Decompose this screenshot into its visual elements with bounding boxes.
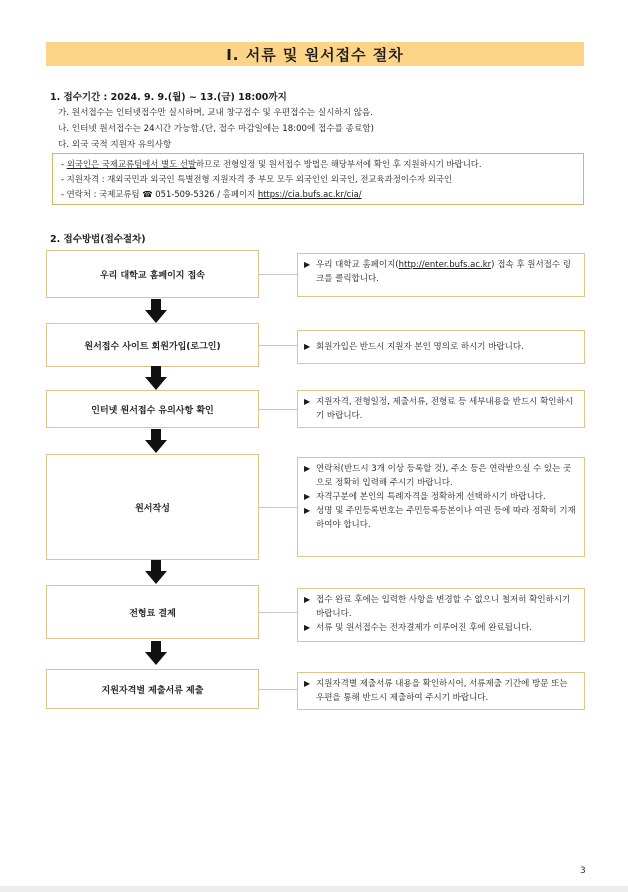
step-homepage-access: 우리 대학교 홈페이지 접속: [46, 250, 259, 298]
step-notice-check-desc: ▶ 지원자격, 전형일정, 제출서류, 전형료 등 세부내용을 반드시 확인하시기 바랍니다.: [297, 390, 585, 428]
connector-line: [259, 345, 297, 346]
bullet-triangle-icon: ▶: [304, 623, 311, 632]
connector-line: [259, 274, 297, 275]
step-notice-check: 인터넷 원서접수 유의사항 확인: [46, 390, 259, 428]
application-period-heading: 1. 접수기간 : 2024. 9. 9.(월) ~ 13.(금) 18:00까지: [50, 92, 287, 103]
connector-line: [259, 689, 297, 690]
bullet-triangle-icon: ▶: [304, 260, 311, 269]
foreign-applicant-notice: [52, 153, 584, 205]
bullet-triangle-icon: ▶: [304, 506, 311, 515]
bullet-triangle-icon: ▶: [304, 492, 311, 501]
step-fee-payment: 전형료 결제: [46, 585, 259, 639]
bullet-triangle-icon: ▶: [304, 342, 311, 351]
down-arrow-icon: [145, 641, 167, 665]
step-document-submission: 지원자격별 제출서류 제출: [46, 669, 259, 709]
down-arrow-icon: [145, 560, 167, 584]
step-document-submission-desc: ▶ 지원자격별 제출서류 내용을 확인하시어, 서류제출 기간에 방문 또는 우편을 통해 반드시 제출하여 주시기 바랍니다.: [297, 672, 585, 710]
cia-homepage-link[interactable]: https://cia.bufs.ac.kr/cia/: [257, 189, 362, 199]
connector-line: [259, 409, 297, 410]
down-arrow-icon: [145, 299, 167, 323]
page-bottom-divider: [0, 886, 628, 892]
step-signup-login-desc: ▶ 회원가입은 반드시 지원자 본인 명의로 하시기 바랍니다.: [297, 330, 585, 364]
bullet-triangle-icon: ▶: [304, 397, 311, 406]
bullet-triangle-icon: ▶: [304, 464, 311, 473]
connector-line: [259, 507, 297, 508]
enter-bufs-link[interactable]: http://enter.bufs.ac.kr: [398, 260, 492, 270]
step-signup-login: 원서접수 사이트 회원가입(로그인): [46, 323, 259, 367]
application-method-heading: 2. 접수방법(접수절차): [50, 234, 146, 245]
bullet-triangle-icon: ▶: [304, 679, 311, 688]
step-application-form: 원서작성: [46, 454, 259, 560]
guideline-line-2: 나. 인터넷 원서접수는 24시간 가능함.(단, 접수 마감일에는 18:00에 접수를 종료함): [58, 124, 374, 134]
notice-line-2: - 지원자격 : 재외국민과 외국인 특별전형 지원자격 중 부모 모두 외국인인 외국인, 전교육과정이수자 외국인: [61, 174, 452, 184]
page-title: Ⅰ. 서류 및 원서접수 절차: [46, 42, 584, 66]
step-fee-payment-desc: ▶ 접수 완료 후에는 입력한 사항을 변경할 수 없으니 철저히 확인하시기 바랍니다. ▶ 서류 및 원서접수는 전자결제가 이루어진 후에 완료됩니다.: [297, 588, 585, 642]
guideline-line-3: 다. 외국 국적 지원자 유의사항: [58, 140, 172, 150]
bullet-triangle-icon: ▶: [304, 595, 311, 604]
down-arrow-icon: [145, 366, 167, 390]
page-number: 3: [580, 866, 586, 876]
step-homepage-access-desc: ▶ 우리 대학교 홈페이지(http://enter.bufs.ac.kr) 접속 후 원서접수 링크를 클릭합니다.: [297, 253, 585, 297]
connector-line: [259, 612, 297, 613]
notice-line-3: - 연락처 : 국제교류팀 ☎ 051-509-5326 / 홈페이지 https://cia.bufs.ac.kr/cia/: [61, 189, 362, 199]
step-application-form-desc: ▶ 연락처(반드시 3개 이상 등록할 것), 주소 등은 연락받으실 수 있는 곳으로 정확히 입력해 주시기 바랍니다. ▶ 자격구분에 본인의 특례자격을 정확하게 선택하시기 바랍니다. ▶ 성명 및 주민등록번호는 주민등록등본이나 여권 등에 따라 정확히 기재하여야 합니다.: [297, 457, 585, 557]
notice-line-1: - 외국인은 국제교류팀에서 별도 선발하므로 전형일정 및 원서접수 방법은 해당부서에 확인 후 지원하시기 바랍니다.: [61, 159, 482, 169]
guideline-line-1: 가. 원서접수는 인터넷접수만 실시하며, 교내 창구접수 및 우편접수는 실시하지 않음.: [58, 108, 374, 118]
notice-underlined-text: 외국인은 국제교류팀에서 별도 선발: [66, 159, 197, 169]
down-arrow-icon: [145, 429, 167, 453]
